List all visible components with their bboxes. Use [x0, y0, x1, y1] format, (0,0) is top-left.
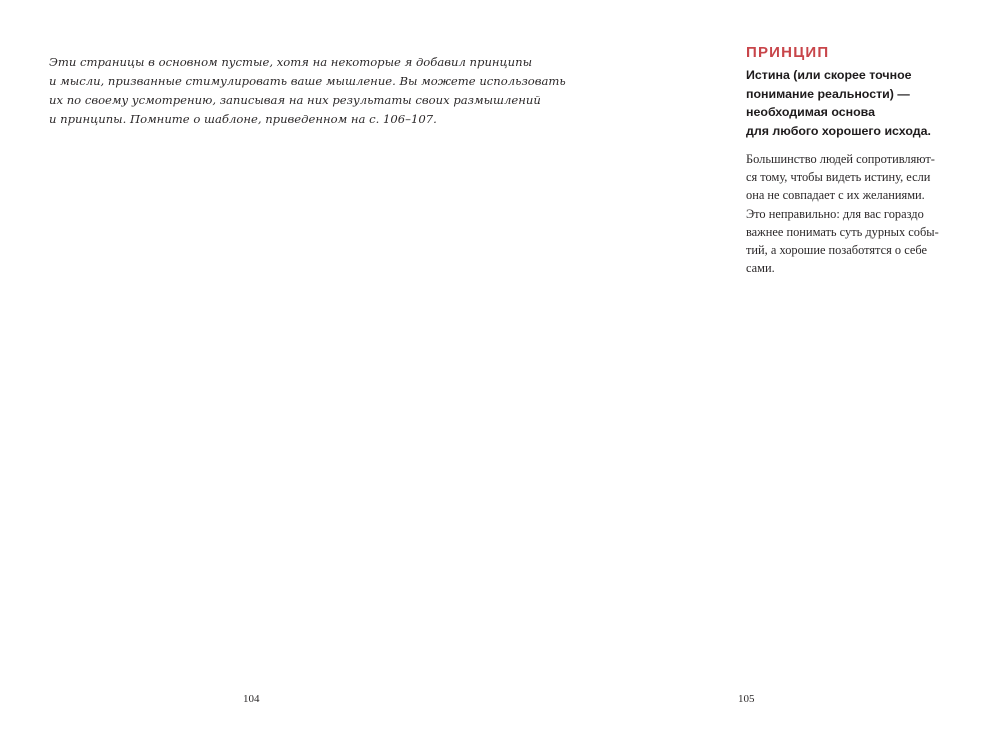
principle-title-line: Истина (или скорее точное	[746, 68, 912, 82]
page-number-right: 105	[738, 693, 755, 705]
principle-label: ПРИНЦИП	[746, 44, 830, 61]
intro-line: их по своему усмотрению, записывая на них результаты своих размышлений	[49, 93, 541, 107]
right-page	[500, 0, 1000, 737]
principle-body	[746, 150, 956, 277]
principle-body-line: тий, а хорошие позаботятся о себе	[746, 243, 928, 258]
principle-body-line: Большинство людей сопротивляют-	[746, 152, 935, 166]
principle-title-line: понимание реальности) —	[746, 86, 910, 101]
principle-body-line: сами.	[746, 261, 775, 276]
page-number-left: 104	[243, 693, 260, 705]
principle-body-line: важнее понимать суть дурных собы-	[746, 224, 939, 239]
intro-paragraph	[49, 53, 566, 129]
principle-body-line: она не совпадает с их желаниями.	[746, 188, 925, 203]
principle-body-line: Это неправильно: для вас гораздо	[746, 206, 924, 221]
intro-line: и принципы. Помните о шаблоне, приведенном на с. 106–107.	[49, 112, 437, 126]
principle-title-line: необходимая основа	[746, 105, 876, 120]
intro-line: и мысли, призванные стимулировать ваше мышление. Вы можете использовать	[49, 74, 566, 88]
principle-title-line: для любого хорошего исхода.	[746, 123, 931, 138]
principle-body-line: ся тому, чтобы видеть истину, если	[746, 170, 931, 185]
intro-line: Эти страницы в основном пустые, хотя на некоторые я добавил принципы	[49, 55, 533, 69]
principle-title	[746, 66, 986, 140]
